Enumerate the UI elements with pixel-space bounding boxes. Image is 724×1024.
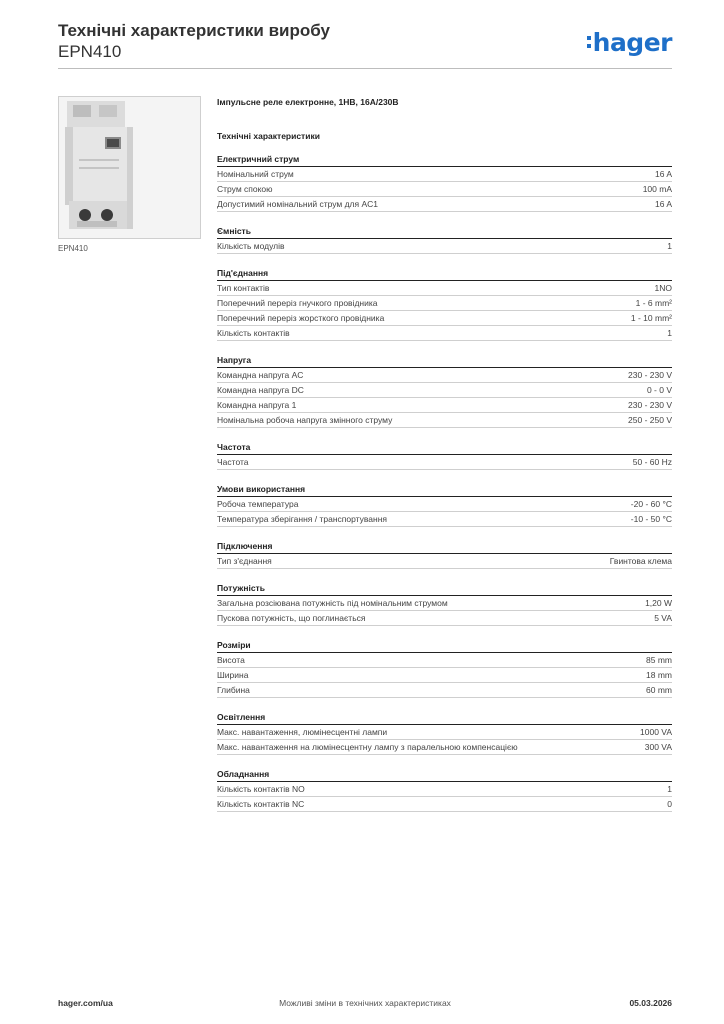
spec-section-title: Підключення [217,541,672,554]
spec-value: 5 VA [654,613,672,623]
spec-value: 18 mm [646,670,672,680]
spec-section-title: Потужність [217,583,672,596]
hager-logo[interactable] [587,28,672,57]
spec-row [217,368,672,383]
spec-label: Номінальний струм [217,169,294,179]
logo-text: hager [592,28,672,57]
spec-label: Командна напруга 1 [217,400,297,410]
spec-row [217,398,672,413]
spec-label: Номінальна робоча напруга змінного струму [217,415,393,425]
spec-section-title: Умови використання [217,484,672,497]
spec-label: Допустимий номінальний струм для AC1 [217,199,378,209]
spec-value: 1 [667,241,672,251]
spec-row [217,413,672,428]
spec-section [217,355,672,428]
spec-section-title: Ємність [217,226,672,239]
spec-label: Ширина [217,670,249,680]
spec-row [217,383,672,398]
spec-value: 85 mm [646,655,672,665]
spec-label: Загальна розсіювана потужність під номінальним струмом [217,598,448,608]
spec-row [217,239,672,254]
spec-section-title: Електричний струм [217,154,672,167]
spec-value: 1 - 6 mm² [635,298,672,308]
spec-content [217,96,672,812]
spec-row [217,512,672,527]
spec-row [217,182,672,197]
spec-label: Робоча температура [217,499,299,509]
spec-row [217,296,672,311]
spec-value: -10 - 50 °C [630,514,672,524]
spec-section-title: Напруга [217,355,672,368]
impulse-relay-icon [59,97,200,238]
spec-label: Кількість контактів NC [217,799,305,809]
spec-section [217,640,672,698]
spec-label: Струм спокою [217,184,273,194]
spec-value: 50 - 60 Hz [632,457,672,467]
spec-row [217,782,672,797]
page-title: Технічні характеристики виробу [58,21,330,40]
spec-label: Пускова потужність, що поглинається [217,613,366,623]
spec-section [217,268,672,341]
footer-disclaimer: Можливі зміни в технічних характеристиках [279,998,451,1008]
spec-value: 1,20 W [645,598,672,608]
spec-row [217,653,672,668]
spec-value: 300 VA [644,742,672,752]
logo-dots-icon [587,34,591,50]
specs-heading: Технічні характеристики [217,131,320,141]
spec-sections [217,154,672,812]
spec-section-title: Освітлення [217,712,672,725]
spec-value: 250 - 250 V [628,415,672,425]
spec-row [217,311,672,326]
spec-value: 230 - 230 V [628,370,672,380]
spec-section [217,769,672,812]
spec-value: 16 A [654,169,672,179]
spec-value: 0 [667,799,672,809]
spec-row [217,497,672,512]
footer-date: 05.03.2026 [629,998,672,1008]
spec-section-title: Під'єднання [217,268,672,281]
spec-value: 60 mm [646,685,672,695]
spec-label: Кількість модулів [217,241,285,251]
spec-label: Кількість контактів NO [217,784,305,794]
page-header [58,20,672,62]
impulse-relay-product-image [58,96,201,239]
spec-row [217,554,672,569]
spec-value: 1 [667,784,672,794]
spec-row [217,281,672,296]
spec-label: Макс. навантаження на люмінесцентну лампу з паралельною компенсацією [217,742,518,752]
spec-section-title: Частота [217,442,672,455]
spec-label: Макс. навантаження, люмінесцентні лампи [217,727,388,737]
spec-label: Температура зберігання / транспортування [217,514,388,524]
spec-row [217,740,672,755]
spec-row [217,167,672,182]
spec-row [217,725,672,740]
spec-value: 16 A [654,199,672,209]
spec-label: Тип контактів [217,283,270,293]
spec-section [217,154,672,212]
spec-row [217,683,672,698]
product-image-caption: EPN410 [58,244,88,253]
spec-row [217,455,672,470]
spec-value: 0 - 0 V [646,385,672,395]
spec-section [217,442,672,470]
spec-section [217,541,672,569]
spec-value: 1 [667,328,672,338]
spec-label: Командна напруга AC [217,370,304,380]
spec-row [217,197,672,212]
spec-value: 1000 VA [640,727,672,737]
spec-label: Тип з'єднання [217,556,272,566]
spec-section-title: Розміри [217,640,672,653]
spec-section [217,712,672,755]
header-divider [58,68,672,69]
spec-row [217,596,672,611]
spec-section [217,484,672,527]
spec-label: Глибина [217,685,250,695]
spec-label: Висота [217,655,245,665]
spec-section [217,226,672,254]
spec-row [217,326,672,341]
spec-value: -20 - 60 °C [630,499,672,509]
spec-label: Кількість контактів [217,328,290,338]
spec-label: Поперечний переріз гнучкого провідника [217,298,378,308]
spec-label: Поперечний переріз жорсткого провідника [217,313,385,323]
spec-row [217,797,672,812]
spec-row [217,668,672,683]
spec-value: 1 - 10 mm² [630,313,672,323]
spec-label: Частота [217,457,249,467]
spec-value: Гвинтова клема [609,556,672,566]
footer-website-link[interactable]: hager.com/ua [58,998,113,1008]
spec-row [217,611,672,626]
spec-section-title: Обладнання [217,769,672,782]
product-description: Імпульсне реле електронне, 1НВ, 16А/230В [217,97,399,107]
product-code: EPN410 [58,42,122,61]
spec-value: 230 - 230 V [628,400,672,410]
spec-label: Командна напруга DC [217,385,304,395]
spec-value: 1NO [654,283,672,293]
spec-value: 100 mA [642,184,672,194]
spec-section [217,583,672,626]
